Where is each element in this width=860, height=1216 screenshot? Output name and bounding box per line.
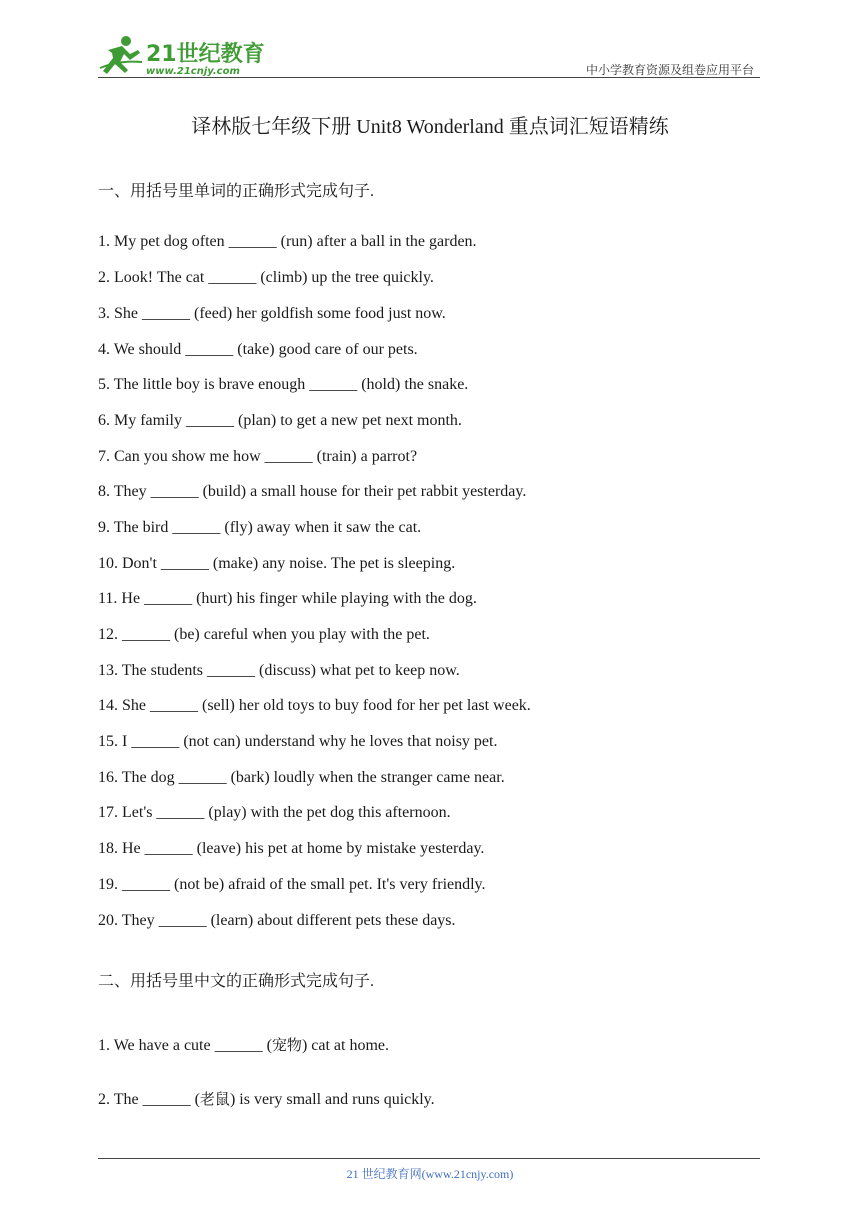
platform-name: 中小学教育资源及组卷应用平台 xyxy=(585,63,754,77)
runner-logo-icon xyxy=(98,34,144,78)
site-logo xyxy=(98,34,268,78)
cn-question-2 xyxy=(98,1088,435,1109)
question-9: 9. The bird ______ (fly) away when it saw the cat. xyxy=(98,519,422,536)
section-1-heading-dot: . xyxy=(370,183,375,200)
question-10: 10. Don't ______ (make) any noise. The pet is sleeping. xyxy=(98,555,456,572)
question-13: 13. The students ______ (discuss) what pet to keep now. xyxy=(98,662,460,679)
question-16: 16. The dog ______ (bark) loudly when the stranger came near. xyxy=(98,769,505,786)
footer-divider xyxy=(98,1158,760,1159)
section-2-heading-dot: . xyxy=(370,973,375,990)
question-5: 5. The little boy is brave enough ______ (hold) the snake. xyxy=(98,376,469,393)
section-2-heading xyxy=(98,968,374,991)
page-title: 译林版七年级下册 Unit8 Wonderland 重点词汇短语精练 xyxy=(191,116,669,138)
page-footer[interactable]: 21 世纪教育网(www.21cnjy.com) xyxy=(346,1167,514,1181)
cn-question-2-after: ) is very small and runs quickly. xyxy=(229,1091,435,1108)
logo-url: www.21cnjy.com xyxy=(146,66,240,77)
question-7: 7. Can you show me how ______ (train) a parrot? xyxy=(98,448,418,465)
question-12: 12. ______ (be) careful when you play with the pet. xyxy=(98,626,430,643)
question-2: 2. Look! The cat ______ (climb) up the tree quickly. xyxy=(98,269,434,286)
cn-question-1-hint: 宠物 xyxy=(271,1036,302,1054)
question-3: 3. She ______ (feed) her goldfish some food just now. xyxy=(98,305,446,322)
question-19: 19. ______ (not be) afraid of the small pet. It's very friendly. xyxy=(98,876,486,893)
question-15: 15. I ______ (not can) understand why he loves that noisy pet. xyxy=(98,733,498,750)
question-17: 17. Let's ______ (play) with the pet dog this afternoon. xyxy=(98,804,451,821)
question-20: 20. They ______ (learn) about different pets these days. xyxy=(98,912,456,929)
cn-question-2-before: 2. The ______ ( xyxy=(98,1091,200,1108)
header-divider xyxy=(98,77,760,78)
question-4: 4. We should ______ (take) good care of our pets. xyxy=(98,341,418,358)
cn-question-1-after: ) cat at home. xyxy=(301,1037,390,1054)
page-header xyxy=(98,30,760,80)
question-8: 8. They ______ (build) a small house for their pet rabbit yesterday. xyxy=(98,483,527,500)
section-1-heading-text: 一、用括号里单词的正确形式完成句子 xyxy=(98,181,371,200)
section-2-heading-text: 二、用括号里中文的正确形式完成句子 xyxy=(98,971,371,990)
question-11: 11. He ______ (hurt) his finger while playing with the dog. xyxy=(98,590,477,607)
question-1: 1. My pet dog often ______ (run) after a ball in the garden. xyxy=(98,233,477,250)
cn-question-1 xyxy=(98,1034,389,1055)
cn-question-1-before: 1. We have a cute ______ ( xyxy=(98,1037,272,1054)
question-14: 14. She ______ (sell) her old toys to buy food for her pet last week. xyxy=(98,697,531,714)
cn-question-2-hint: 老鼠 xyxy=(199,1090,230,1108)
question-6: 6. My family ______ (plan) to get a new pet next month. xyxy=(98,412,462,429)
logo-text: 21世纪教育 xyxy=(146,42,265,67)
question-18: 18. He ______ (leave) his pet at home by mistake yesterday. xyxy=(98,840,485,857)
section-1-heading xyxy=(98,178,374,201)
